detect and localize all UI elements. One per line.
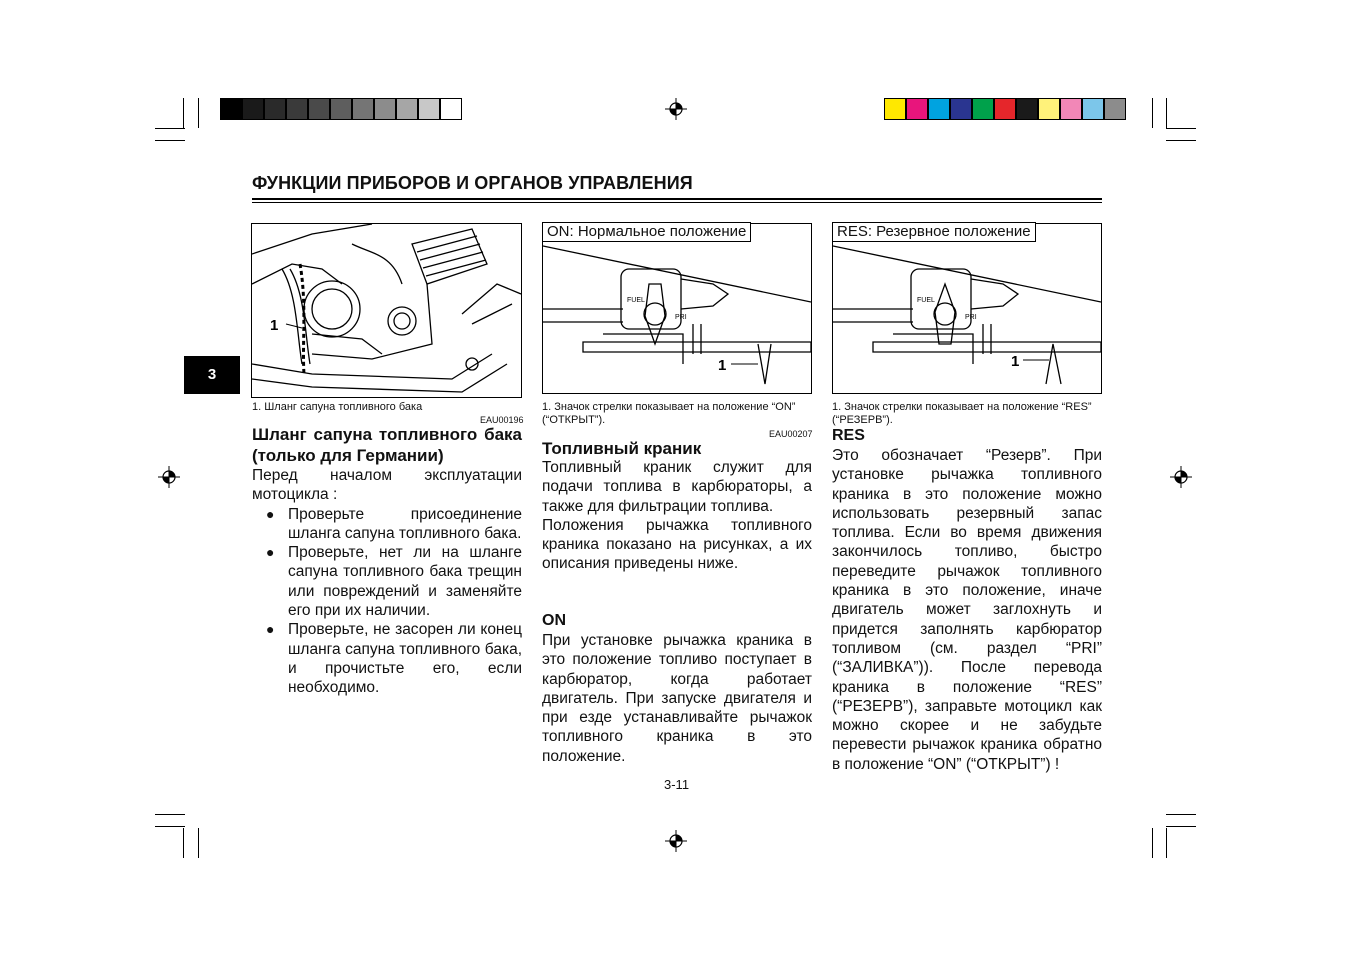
color-swatch <box>884 98 906 120</box>
paragraph: Топливный краник служит для подачи топлива в карбюраторы, а также для фильтрации топлива. <box>542 459 812 515</box>
section-heading: Шланг сапуна топливного бака (только для Германии) <box>252 425 522 465</box>
list-item: ● Проверьте присоединение шланга сапуна топливного бака. <box>266 505 522 542</box>
registration-target-icon <box>1170 466 1192 488</box>
color-swatch <box>396 98 418 120</box>
intro-text: Перед началом эксплуатации мотоцикла : <box>252 467 522 504</box>
pri-label: PRI <box>675 314 687 321</box>
figure-res-position <box>832 223 1102 394</box>
list-item: ● Проверьте, не засорен ли конец шланга сапуна топливного бака, и прочистьте его, если необходимо. <box>266 621 522 697</box>
color-swatch <box>1104 98 1126 120</box>
figure-caption: 1. Шланг сапуна топливного бака <box>252 401 423 413</box>
doc-code: EAU00196 <box>480 415 524 425</box>
figure-breather-hose <box>251 223 522 398</box>
color-swatch <box>418 98 440 120</box>
title-rule <box>252 198 1102 200</box>
color-swatch <box>352 98 374 120</box>
bullet-icon: ● <box>266 621 275 638</box>
color-swatch <box>330 98 352 120</box>
res-heading: RES <box>832 427 865 444</box>
col3-body <box>832 446 1102 774</box>
section-heading: Топливный краник <box>542 439 702 458</box>
checklist <box>252 505 522 698</box>
page-number: 3-11 <box>664 777 690 792</box>
color-swatch <box>308 98 330 120</box>
col2-on-body <box>542 631 812 766</box>
figure-label: ON: Нормальное положение <box>542 222 751 242</box>
pri-label: PRI <box>965 314 977 321</box>
bullet-icon: ● <box>266 544 275 561</box>
color-swatch <box>994 98 1016 120</box>
callout-number: 1 <box>270 317 279 334</box>
color-swatch <box>286 98 308 120</box>
fuel-label: FUEL <box>917 297 935 304</box>
figure-label: RES: Резервное положение <box>832 222 1036 242</box>
registration-target-icon <box>665 830 687 852</box>
figure-caption: 1. Значок стрелки показывает на положение “ON” (“ОТКРЫТ”). <box>542 401 796 426</box>
fuel-cock-on-illustration <box>543 224 811 393</box>
fuel-cock-res-illustration <box>833 224 1101 393</box>
chapter-tab: 3 <box>184 356 240 394</box>
callout-number: 1 <box>1011 353 1020 370</box>
paragraph: При установке рычажка краника в это положение топливо поступает в карбюратор, когда работает двигатель. При запуске двигателя и при езде устанавливайте рычажок топливного краника в это положение. <box>542 632 812 765</box>
color-swatch <box>906 98 928 120</box>
on-heading: ON <box>542 612 566 629</box>
title-rule-thin <box>252 202 1102 203</box>
figure-caption: 1. Значок стрелки показывает на положение “RES” (“РЕЗЕРВ”). <box>832 401 1092 426</box>
color-swatch <box>1060 98 1082 120</box>
bullet-icon: ● <box>266 505 275 522</box>
color-swatch <box>374 98 396 120</box>
doc-code: EAU00207 <box>769 429 813 439</box>
callout-number: 1 <box>718 357 727 374</box>
registration-target-icon <box>158 466 180 488</box>
color-swatch <box>1016 98 1038 120</box>
paragraph: Положения рычажка топливного краника показано на рисунках, а их описания приведены ниже. <box>542 516 812 573</box>
color-swatch <box>1038 98 1060 120</box>
fuel-label: FUEL <box>627 297 645 304</box>
figure-on-position <box>542 223 812 394</box>
color-swatch <box>950 98 972 120</box>
engine-illustration <box>252 224 521 397</box>
color-swatch <box>220 98 242 120</box>
registration-target-icon <box>665 98 687 120</box>
col1-body <box>252 466 522 698</box>
color-swatch <box>264 98 286 120</box>
color-swatch <box>242 98 264 120</box>
paragraph: Это обозначает “Резерв”. При установке рычажка топливного краника в это положение можно использовать резервный запас топлива. Если во время движения закончилось топливо, быстро переведите рычажок топливного краника в это положение, иначе двигатель может заглохнуть и придется заполнять карбюратор топливом (см. раздел “PRI” (“ЗАЛИВКА”)). После перевода краника в положение “RES” (“РЕЗЕРВ”), заправьте мотоцикл как можно скорее и не забудьте перевести рычажок краника обратно в положение “ON” (“ОТКРЫТ”) ! <box>832 447 1102 773</box>
color-swatch <box>972 98 994 120</box>
page-title: ФУНКЦИИ ПРИБОРОВ И ОРГАНОВ УПРАВЛЕНИЯ <box>252 173 693 193</box>
col2-body <box>542 458 812 574</box>
color-swatch <box>440 98 462 120</box>
color-swatch <box>928 98 950 120</box>
list-item: ● Проверьте, нет ли на шланге сапуна топливного бака трещин или повреждений и заменяйте его при их наличии. <box>266 544 522 620</box>
color-swatch <box>1082 98 1104 120</box>
